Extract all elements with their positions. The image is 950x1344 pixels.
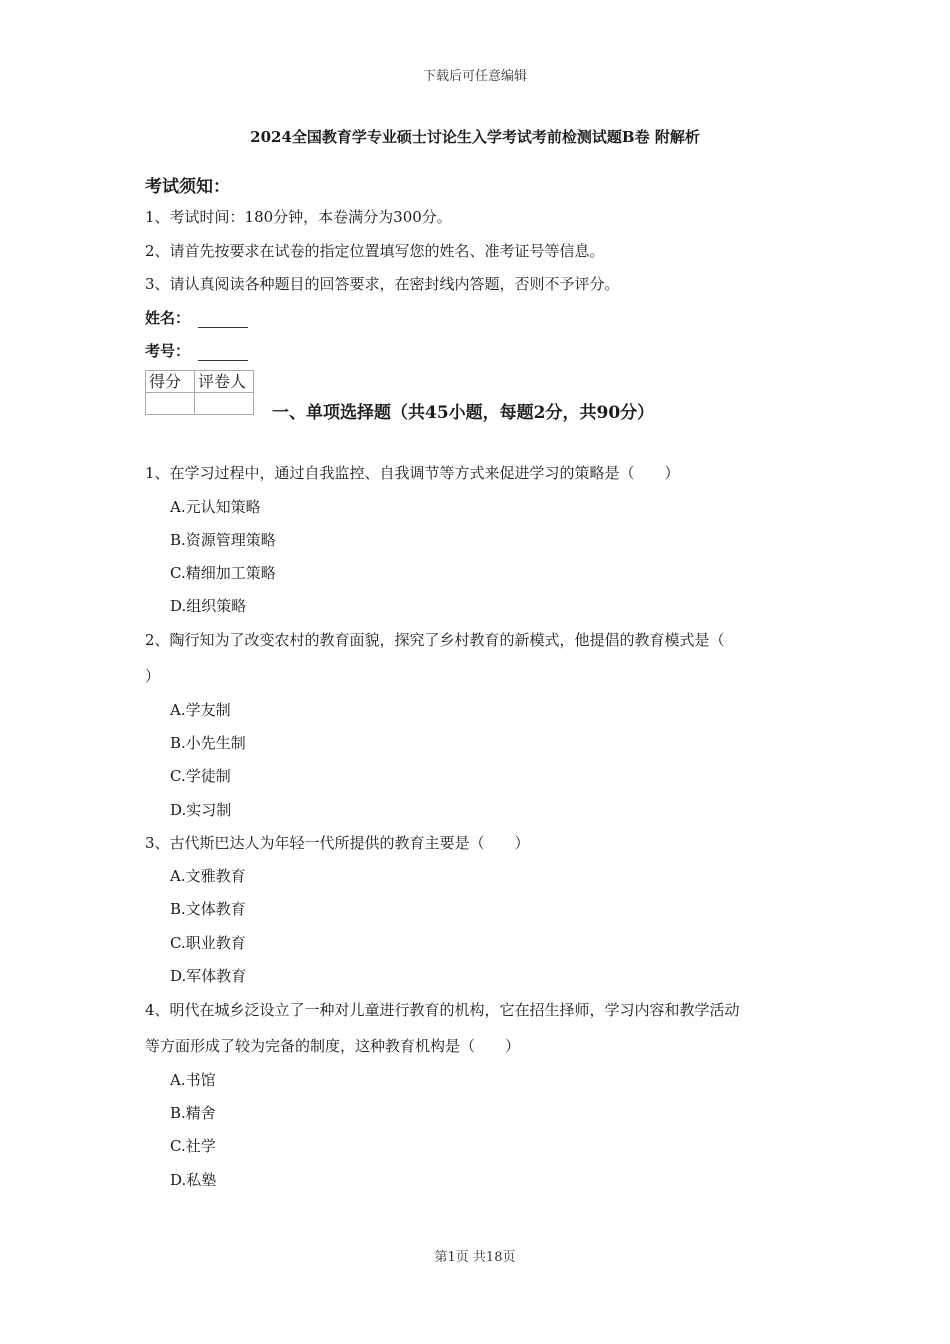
question-option: B.资源管理策略 [170,531,276,549]
question-option: D.军体教育 [170,967,247,985]
exam-number-label: 考号： [145,342,191,360]
question-option: A.元认知策略 [170,498,261,516]
name-blank [198,312,248,328]
question-stem: 3、古代斯巴达人为年轻一代所提供的教育主要是（ ） [145,834,530,852]
grader-header: 评卷人 [195,371,254,393]
question-option: C.职业教育 [170,934,246,952]
notice-heading: 考试须知： [145,177,230,197]
notice-item: 2、请首先按要求在试卷的指定位置填写您的姓名、准考证号等信息。 [145,242,605,260]
document-title: 2024全国教育学专业硕士讨论生入学考试考前检测试题B卷 附解析 [250,128,700,146]
question-stem: 4、明代在城乡泛设立了一种对儿童进行教育的机构，它在招生择师，学习内容和教学活动 [145,1001,740,1019]
question-stem: 2、陶行知为了改变农村的教育面貌，探究了乡村教育的新模式，他提倡的教育模式是（ [145,631,725,649]
question-option: C.学徒制 [170,767,231,785]
question-option: C.精细加工策略 [170,564,276,582]
question-option: A.书馆 [170,1071,216,1089]
question-stem: 1、在学习过程中，通过自我监控、自我调节等方式来促进学习的策略是（ ） [145,464,680,482]
score-table [145,370,254,415]
question-option: C.社学 [170,1137,216,1155]
question-stem: ） [145,667,161,685]
section-title: 一、单项选择题（共45小题，每题2分，共90分） [272,403,655,423]
question-option: B.文体教育 [170,900,246,918]
header-note: 下载后可任意编辑 [422,69,527,84]
question-option: B.精舍 [170,1104,216,1122]
question-option: B.小先生制 [170,734,246,752]
question-option: D.组织策略 [170,597,247,615]
question-stem: 等方面形成了较为完备的制度，这种教育机构是（ ） [145,1037,521,1055]
name-field [145,307,248,328]
score-cell [146,393,195,415]
page-footer: 第1页 共18页 [434,1250,516,1265]
exam-number-field [145,340,248,361]
grader-cell [195,393,254,415]
score-header: 得分 [146,371,195,393]
question-option: D.私塾 [170,1171,217,1189]
question-option: A.文雅教育 [170,867,246,885]
exam-number-blank [198,345,248,361]
notice-item: 1、考试时间：180分钟，本卷满分为300分。 [145,208,452,226]
notice-item: 3、请认真阅读各种题目的回答要求，在密封线内答题，否则不予评分。 [145,275,620,293]
question-option: D.实习制 [170,801,232,819]
question-option: A.学友制 [170,701,231,719]
name-label: 姓名： [145,309,191,327]
